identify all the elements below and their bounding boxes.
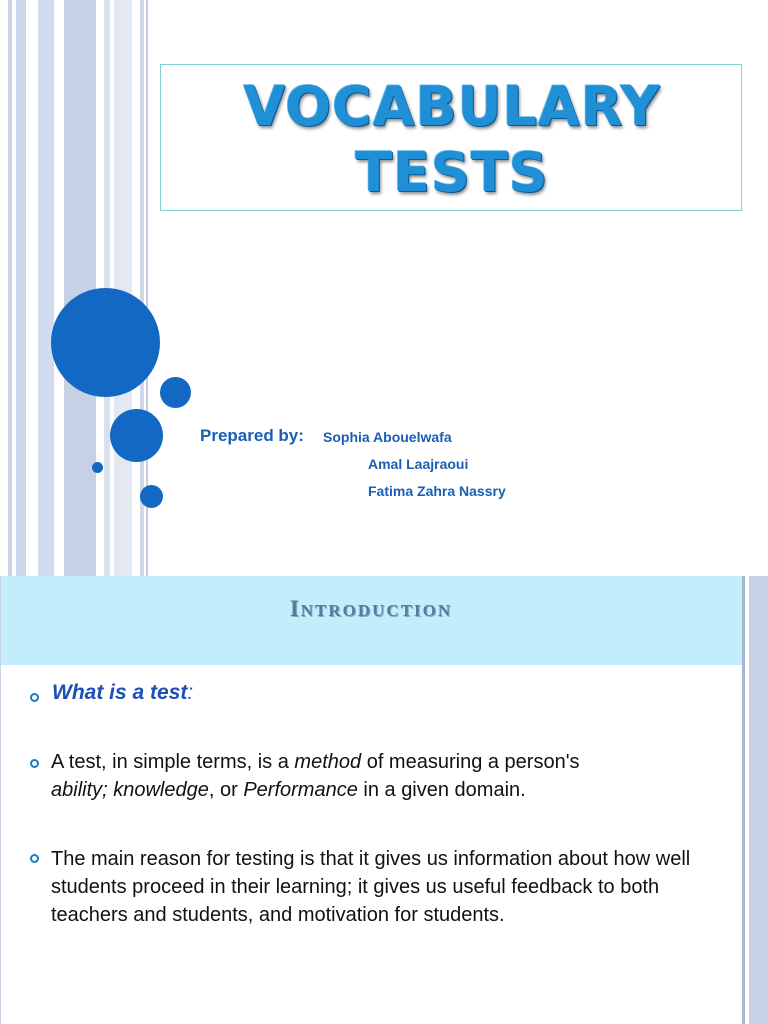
decor-circle-tiny bbox=[92, 462, 103, 473]
decor-stripe bbox=[749, 576, 768, 1024]
bullet-icon bbox=[30, 854, 39, 863]
bullet-paragraph bbox=[51, 748, 731, 804]
text-emphasis: Performance bbox=[243, 779, 358, 801]
text-run: A test, in simple terms, is a bbox=[51, 751, 295, 773]
slide-title-initial: I bbox=[289, 596, 301, 621]
introduction-slide bbox=[0, 576, 768, 1024]
question-heading bbox=[52, 681, 193, 705]
decor-line bbox=[0, 576, 1, 1024]
decor-stripe bbox=[114, 0, 132, 576]
slide-title-rest: NTRODUCTION bbox=[300, 601, 453, 620]
text-run: of measuring a person's bbox=[361, 751, 580, 773]
decor-circle-medium bbox=[110, 409, 163, 462]
decor-stripe bbox=[742, 576, 745, 1024]
decor-stripe bbox=[64, 0, 96, 576]
text-emphasis: ability; knowledge bbox=[51, 779, 209, 801]
slide-title bbox=[0, 596, 742, 622]
author-name: Sophia Abouelwafa bbox=[323, 429, 452, 445]
text-emphasis: method bbox=[294, 751, 362, 773]
prepared-by-label: Prepared by: bbox=[200, 426, 304, 445]
title-frame bbox=[160, 64, 742, 211]
author-name: Amal Laajraoui bbox=[368, 456, 469, 472]
bullet-icon bbox=[30, 759, 39, 768]
question-text: What is a test bbox=[52, 681, 188, 704]
decor-stripe bbox=[8, 0, 12, 576]
slide-title-line2: TESTS bbox=[355, 141, 549, 204]
bullet-paragraph: The main reason for testing is that it gives us information about how well students proceed in their learning; it gives us useful feedback to both teachers and students, and motivation for students. bbox=[51, 848, 691, 926]
author-name: Fatima Zahra Nassry bbox=[368, 483, 506, 499]
text-run: , or bbox=[208, 779, 244, 801]
bullet-icon bbox=[30, 693, 39, 702]
decor-stripe bbox=[16, 0, 26, 576]
text-run: in a given domain. bbox=[357, 779, 526, 801]
decor-circle-small bbox=[160, 377, 191, 408]
decor-stripe bbox=[38, 0, 54, 576]
slide-title-line1: VOCABULARY bbox=[243, 75, 661, 138]
decor-circle-small bbox=[140, 485, 163, 508]
question-colon: : bbox=[187, 681, 194, 704]
decor-circle-large bbox=[51, 288, 160, 397]
